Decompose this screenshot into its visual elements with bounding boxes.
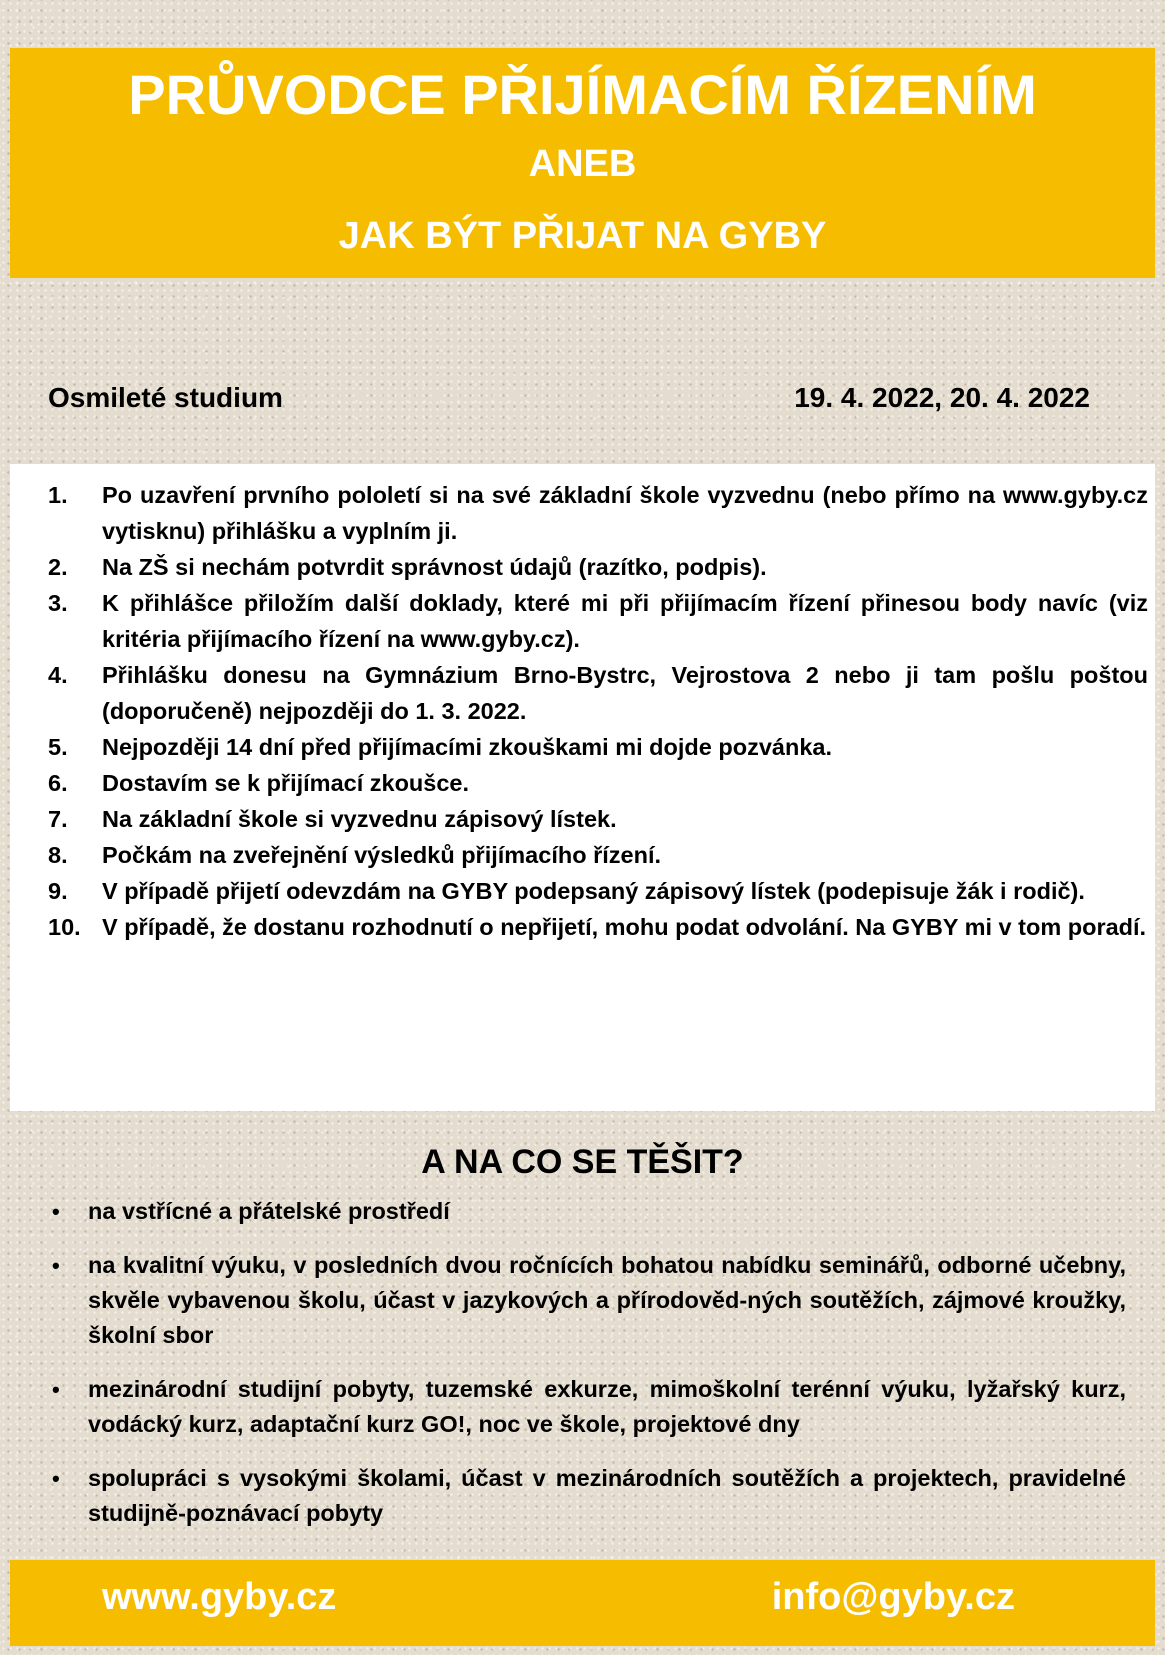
- step-item: [48, 585, 1148, 657]
- study-type: Osmileté studium: [48, 382, 283, 413]
- step-item: [48, 729, 1148, 765]
- step-text: Na základní škole si vyzvednu zápisový lístek.: [102, 806, 617, 832]
- header-banner: [10, 48, 1155, 278]
- email-link[interactable]: info@gyby.cz: [771, 1576, 1015, 1618]
- benefits-list: [50, 1194, 1126, 1550]
- step-item: [48, 873, 1148, 909]
- bullet-icon: •: [52, 1377, 60, 1402]
- step-number: 3.: [48, 590, 68, 616]
- step-text: Po uzavření prvního pololetí si na své základní škole vyzvednu (nebo přímo na www.gyby.cz vytisknu) přihlášku a vyplním ji.: [102, 482, 1148, 544]
- benefit-text: spolupráci s vysokými školami, účast v mezinárodních soutěžích a projektech, pravidelné studijně-poznávací pobyty: [88, 1465, 1126, 1526]
- step-text: Na ZŠ si nechám potvrdit správnost údajů (razítko, podpis).: [102, 554, 767, 580]
- benefit-text: na vstřícné a přátelské prostředí: [88, 1198, 450, 1224]
- benefit-item: [50, 1372, 1126, 1442]
- step-number: 9.: [48, 878, 68, 904]
- bullet-icon: •: [52, 1199, 60, 1224]
- step-number: 6.: [48, 770, 68, 796]
- study-info-row: [48, 378, 1090, 418]
- step-number: 4.: [48, 662, 68, 688]
- step-item: [48, 801, 1148, 837]
- step-text: Přihlášku donesu na Gymnázium Brno-Bystrc, Vejrostova 2 nebo ji tam pošlu poštou (doporučeně) nejpozději do 1. 3. 2022.: [102, 662, 1148, 724]
- step-number: 7.: [48, 806, 68, 832]
- steps-panel: [10, 464, 1155, 1111]
- step-number: 10.: [48, 914, 81, 940]
- step-text: K přihlášce přiložím další doklady, které mi při přijímacím řízení přinesou body navíc (viz kritéria přijímacího řízení na www.gyby.cz).: [102, 590, 1148, 652]
- steps-list: [48, 477, 1148, 945]
- benefit-text: mezinárodní studijní pobyty, tuzemské exkurze, mimoškolní terénní výuku, lyžařský kurz, vodácký kurz, adaptační kurz GO!, noc ve škole, projektové dny: [88, 1376, 1126, 1437]
- page-title: PRŮVODCE PŘIJÍMACÍM ŘÍZENÍM: [128, 63, 1037, 126]
- step-number: 1.: [48, 482, 68, 508]
- page-tagline: JAK BÝT PŘIJAT NA GYBY: [338, 215, 827, 257]
- benefit-item: [50, 1248, 1126, 1353]
- footer-banner: [10, 1560, 1155, 1646]
- step-text: Dostavím se k přijímací zkoušce.: [102, 770, 470, 796]
- step-text: Počkám na zveřejnění výsledků přijímacího řízení.: [102, 842, 661, 868]
- website-link[interactable]: www.gyby.cz: [102, 1576, 337, 1618]
- benefit-item: [50, 1194, 1126, 1229]
- step-number: 5.: [48, 734, 68, 760]
- benefit-item: [50, 1461, 1126, 1531]
- step-item: [48, 909, 1148, 945]
- step-item: [48, 657, 1148, 729]
- step-item: [48, 477, 1148, 549]
- benefit-text: na kvalitní výuku, v posledních dvou ročnících bohatou nabídku seminářů, odborné učebny, skvěle vybavenou školu, účast v jazykových a přírodověd-ných soutěžích, zájmové kroužky, školní sbor: [88, 1252, 1126, 1348]
- step-text: V případě, že dostanu rozhodnutí o nepřijetí, mohu podat odvolání. Na GYBY mi v tom poradí.: [102, 914, 1147, 940]
- exam-dates: 19. 4. 2022, 20. 4. 2022: [794, 382, 1090, 413]
- step-item: [48, 837, 1148, 873]
- step-item: [48, 765, 1148, 801]
- step-text: V případě přijetí odevzdám na GYBY podepsaný zápisový lístek (podepisuje žák i rodič).: [102, 878, 1085, 904]
- step-number: 8.: [48, 842, 68, 868]
- bullet-icon: •: [52, 1466, 60, 1491]
- page-subtitle: ANEB: [528, 143, 637, 185]
- benefits-heading: A NA CO SE TĚŠIT?: [421, 1143, 744, 1181]
- step-item: [48, 549, 1148, 585]
- step-number: 2.: [48, 554, 68, 580]
- step-text: Nejpozději 14 dní před přijímacími zkouškami mi dojde pozvánka.: [102, 734, 832, 760]
- bullet-icon: •: [52, 1253, 60, 1278]
